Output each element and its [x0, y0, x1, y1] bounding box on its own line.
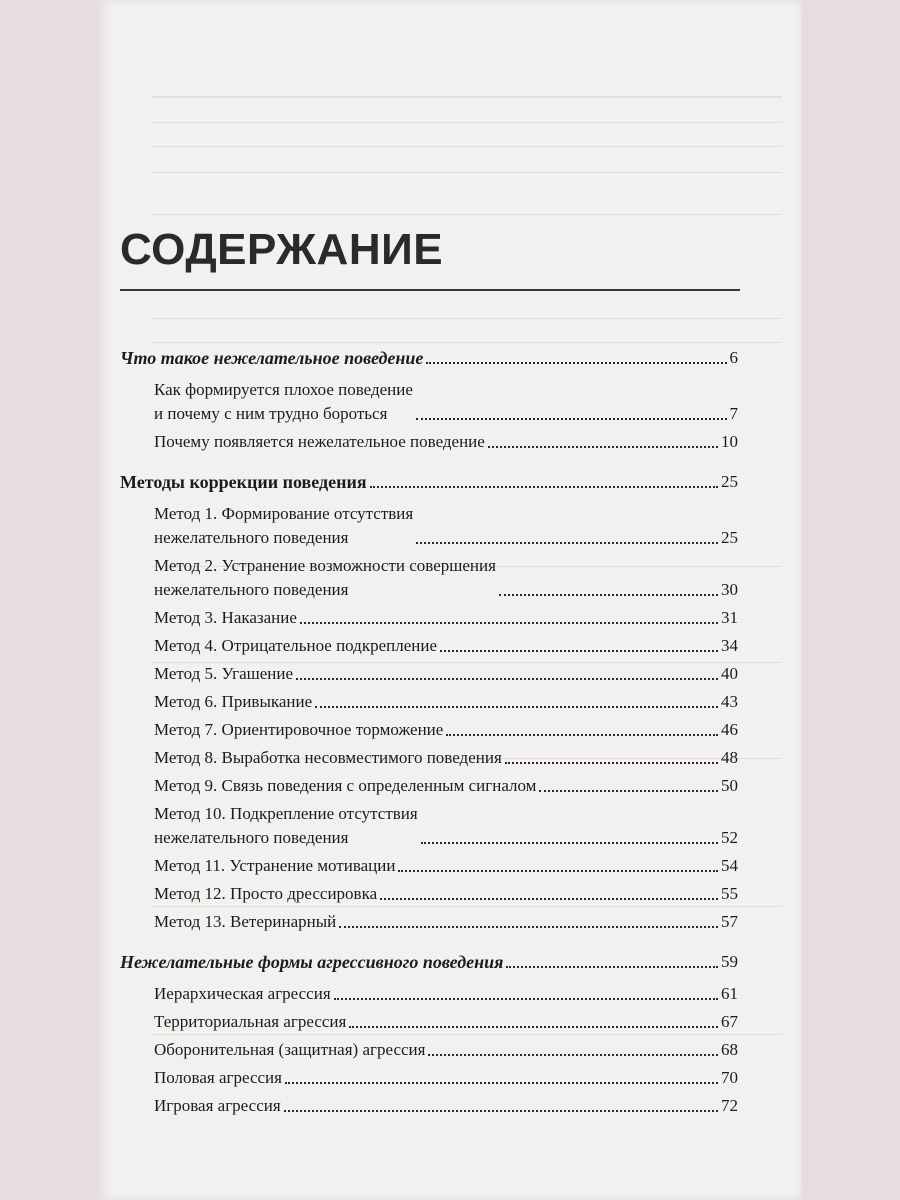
- title-divider: [120, 289, 740, 291]
- page-number: 43: [721, 692, 738, 711]
- page-number: 46: [721, 720, 738, 739]
- dot-leader: [334, 998, 718, 1000]
- page-number: 7: [729, 404, 738, 423]
- entry-title-line: Метод 11. Устранение мотивации: [154, 856, 396, 875]
- entry-title-line: нежелательного поведения: [154, 828, 349, 847]
- entry-title-line: Почему появляется нежелательное поведение: [154, 432, 485, 451]
- entry-title-line: и почему с ним трудно бороться: [154, 404, 388, 423]
- entry-title: [154, 502, 413, 550]
- toc-section: [120, 346, 738, 454]
- page-number: 34: [721, 636, 738, 655]
- toc-entry[interactable]: [120, 1094, 738, 1118]
- chapter-title: Что такое нежелательное поведение: [120, 348, 424, 368]
- page-number: 48: [721, 748, 738, 767]
- entry-title: [154, 1066, 282, 1090]
- entry-title-line: Метод 9. Связь поведения с определенным сигналом: [154, 776, 537, 795]
- dot-leader: [370, 486, 718, 488]
- entry-title-line: Метод 8. Выработка несовместимого поведения: [154, 748, 502, 767]
- entry-title-line: Метод 5. Угашение: [154, 664, 293, 683]
- chapter-title: Методы коррекции поведения: [120, 472, 367, 492]
- entry-title-line: Метод 4. Отрицательное подкрепление: [154, 636, 438, 655]
- toc-section: [120, 470, 738, 934]
- entry-title: [154, 882, 377, 906]
- page-number: 6: [729, 348, 738, 367]
- entry-title: [154, 1094, 281, 1118]
- toc-entry[interactable]: [120, 690, 738, 714]
- bleed-through-line: [152, 146, 782, 147]
- dot-leader: [284, 1110, 718, 1112]
- page-title: СОДЕРЖАНИЕ: [120, 225, 444, 274]
- dot-leader: [296, 678, 718, 680]
- entry-title: [154, 1010, 346, 1034]
- entry-title-line: Метод 3. Наказание: [154, 608, 297, 627]
- dot-leader: [300, 622, 718, 624]
- toc-chapter-entry[interactable]: [120, 470, 738, 494]
- entry-title-line: нежелательного поведения: [154, 528, 349, 547]
- entry-title: [154, 746, 502, 770]
- toc-entry[interactable]: [120, 430, 738, 454]
- dot-leader: [416, 418, 727, 420]
- toc-entry[interactable]: [120, 774, 738, 798]
- entry-title: [154, 802, 418, 850]
- dot-leader: [488, 446, 718, 448]
- dot-leader: [285, 1082, 718, 1084]
- entry-title: [154, 662, 293, 686]
- entry-title: [154, 378, 413, 426]
- entry-title: [154, 606, 297, 630]
- toc-entry[interactable]: [120, 662, 738, 686]
- entry-title-line: нежелательного поведения: [154, 580, 349, 599]
- entry-title-line: Метод 13. Ветеринарный: [154, 912, 337, 931]
- dot-leader: [446, 734, 718, 736]
- page-number: 59: [721, 952, 738, 971]
- entry-title: [154, 634, 437, 658]
- bleed-through-line: [152, 342, 782, 343]
- dot-leader: [499, 594, 718, 596]
- page-number: 72: [721, 1096, 738, 1115]
- page-number: 52: [721, 828, 738, 847]
- dot-leader: [339, 926, 718, 928]
- bleed-through-line: [152, 318, 782, 319]
- dot-leader: [416, 542, 718, 544]
- toc-entry[interactable]: [120, 982, 738, 1006]
- toc-entry[interactable]: [120, 634, 738, 658]
- entry-title-line: Половая агрессия: [154, 1068, 282, 1087]
- entry-title: [154, 554, 496, 602]
- page-number: 57: [721, 912, 738, 931]
- entry-title: [154, 982, 331, 1006]
- toc-section: [120, 950, 738, 1118]
- toc-entry[interactable]: [120, 502, 738, 550]
- dot-leader: [505, 762, 718, 764]
- toc-entry[interactable]: [120, 1038, 738, 1062]
- dot-leader: [398, 870, 718, 872]
- toc-entry[interactable]: [120, 606, 738, 630]
- toc-chapter-entry[interactable]: [120, 346, 738, 370]
- dot-leader: [506, 966, 718, 968]
- entry-title-line: Игровая агрессия: [154, 1096, 281, 1115]
- toc-entry[interactable]: [120, 1066, 738, 1090]
- dot-leader: [539, 790, 718, 792]
- entry-title: [154, 430, 485, 454]
- page-number: 40: [721, 664, 738, 683]
- page-number: 25: [721, 528, 738, 547]
- table-of-contents: [120, 346, 738, 1134]
- bleed-through-line: [152, 96, 782, 98]
- page-number: 68: [721, 1040, 738, 1059]
- dot-leader: [315, 706, 718, 708]
- entry-title: [154, 854, 395, 878]
- page-number: 55: [721, 884, 738, 903]
- toc-entry[interactable]: [120, 910, 738, 934]
- dot-leader: [421, 842, 718, 844]
- entry-title-line: Метод 7. Ориентировочное торможение: [154, 720, 444, 739]
- toc-chapter-entry[interactable]: [120, 950, 738, 974]
- toc-entry[interactable]: [120, 746, 738, 770]
- entry-title-line: Территориальная агрессия: [154, 1012, 347, 1031]
- dot-leader: [440, 650, 718, 652]
- entry-title: [154, 774, 536, 798]
- toc-entry[interactable]: [120, 1010, 738, 1034]
- page-number: 50: [721, 776, 738, 795]
- entry-title-line: Метод 6. Привыкание: [154, 692, 313, 711]
- dot-leader: [426, 362, 726, 364]
- entry-title-line: Метод 1. Формирование отсутствия: [154, 504, 414, 523]
- entry-title: [154, 690, 312, 714]
- bleed-through-line: [152, 214, 782, 215]
- dot-leader: [349, 1026, 718, 1028]
- page-number: 70: [721, 1068, 738, 1087]
- toc-entry[interactable]: [120, 378, 738, 426]
- entry-title: [154, 718, 443, 742]
- toc-entry[interactable]: [120, 802, 738, 850]
- page-number: 67: [721, 1012, 738, 1031]
- entry-title-line: Метод 2. Устранение возможности совершения: [154, 556, 496, 575]
- toc-entry[interactable]: [120, 718, 738, 742]
- page-number: 54: [721, 856, 738, 875]
- page-number: 10: [721, 432, 738, 451]
- bleed-through-line: [152, 172, 782, 173]
- page-number: 31: [721, 608, 738, 627]
- entry-title: [154, 910, 336, 934]
- chapter-title: Нежелательные формы агрессивного поведения: [120, 952, 504, 972]
- dot-leader: [380, 898, 718, 900]
- toc-entry[interactable]: [120, 554, 738, 602]
- bleed-through-line: [152, 122, 782, 123]
- page-number: 30: [721, 580, 738, 599]
- entry-title-line: Иерархическая агрессия: [154, 984, 331, 1003]
- entry-title-line: Метод 12. Просто дрессировка: [154, 884, 378, 903]
- page-number: 25: [721, 472, 738, 491]
- entry-title: [154, 1038, 425, 1062]
- entry-title-line: Метод 10. Подкрепление отсутствия: [154, 804, 418, 823]
- entry-title-line: Оборонительная (защитная) агрессия: [154, 1040, 426, 1059]
- page-number: 61: [721, 984, 738, 1003]
- toc-entry[interactable]: [120, 882, 738, 906]
- dot-leader: [428, 1054, 718, 1056]
- toc-entry[interactable]: [120, 854, 738, 878]
- entry-title-line: Как формируется плохое поведение: [154, 380, 413, 399]
